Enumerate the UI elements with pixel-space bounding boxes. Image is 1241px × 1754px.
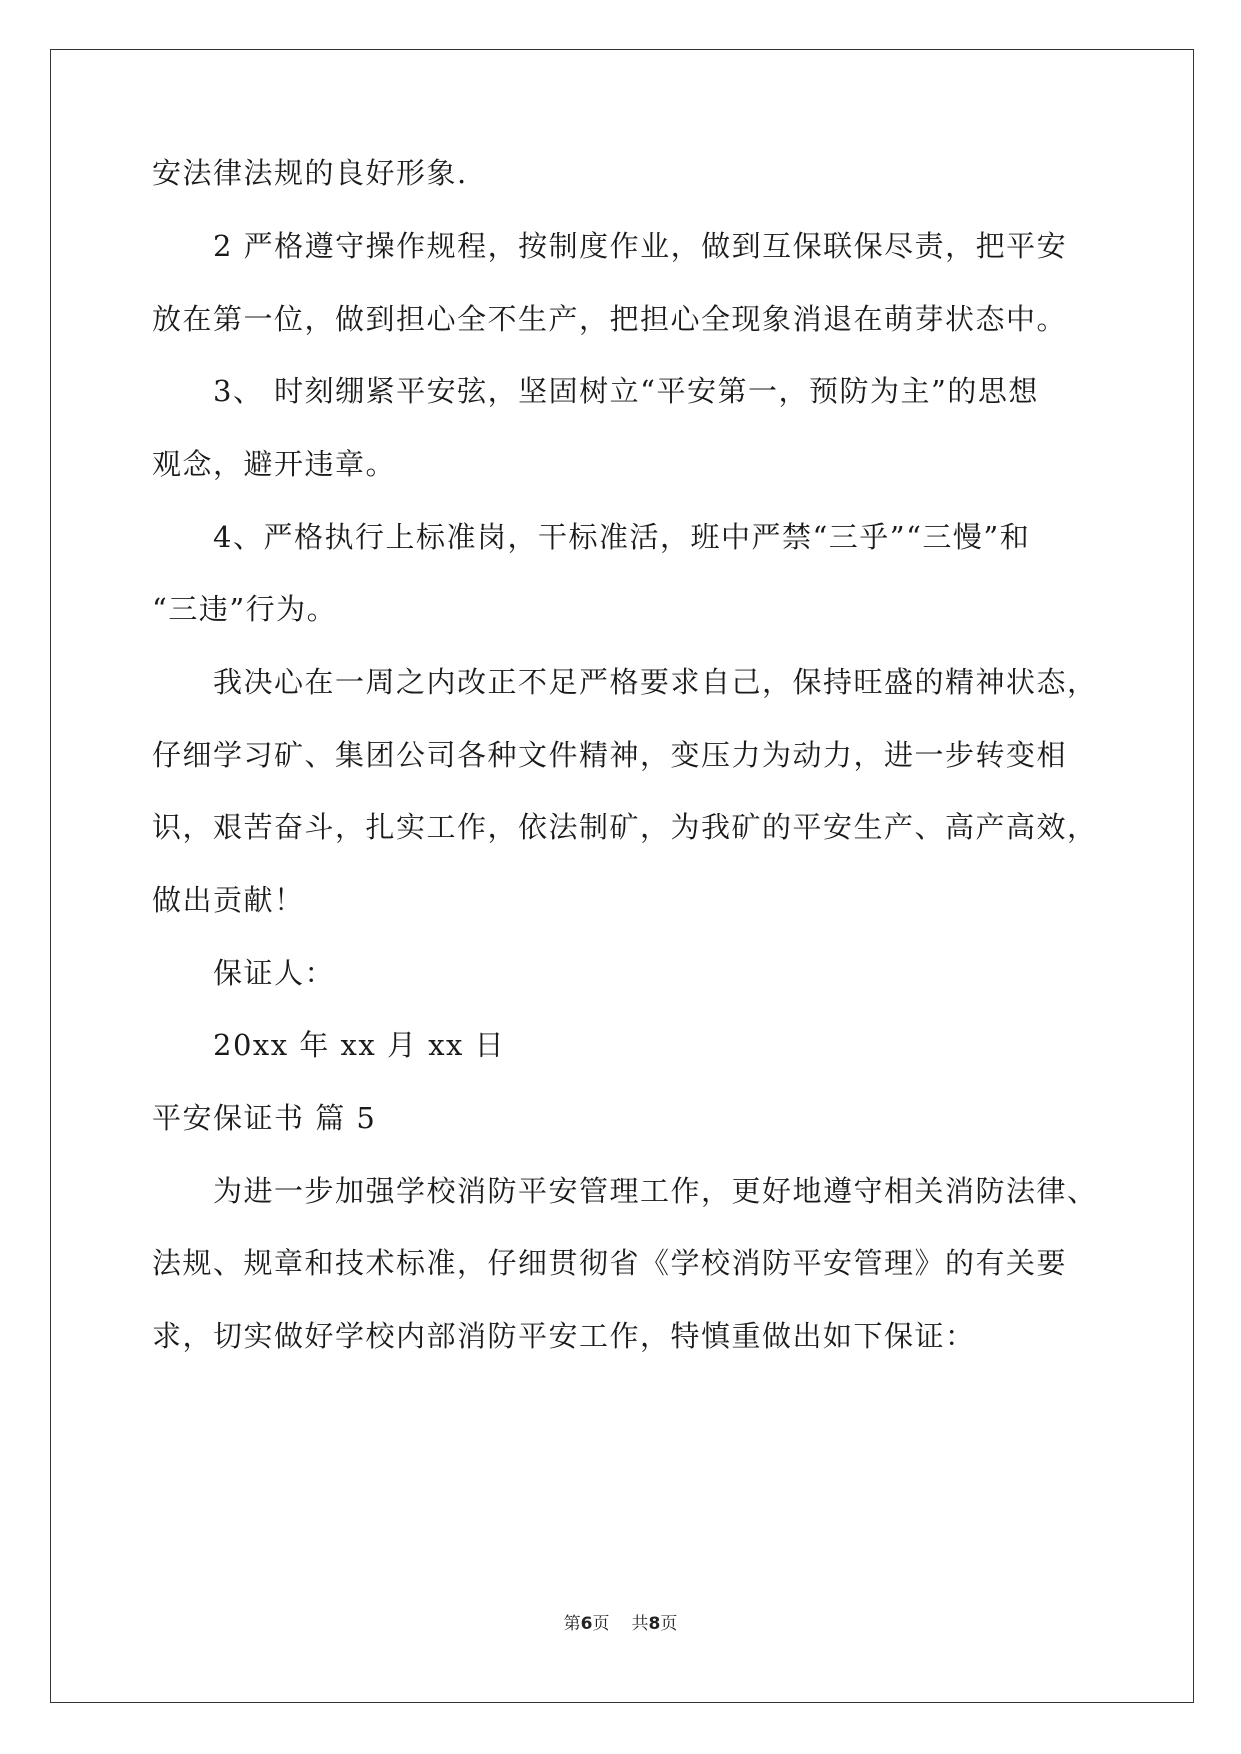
text-line: 3、 时刻绷紧平安弦，坚固树立“平安第一，预防为主”的思想 [213, 374, 1039, 408]
total-suffix: 页 [660, 1614, 678, 1634]
text-line: 放在第一位，做到担心全不生产，把担心全现象消退在萌芽状态中。 [152, 302, 1068, 336]
text-line: 做出贡献！ [152, 883, 305, 917]
text-line: 我决心在一周之内改正不足严格要求自己，保持旺盛的精神状态， [213, 665, 1098, 699]
text-line: 识，艰苦奋斗，扎实工作，依法制矿，为我矿的平安生产、高产高效， [152, 810, 1098, 844]
text-line: 观念，避开违章。 [152, 447, 397, 481]
total-prefix: 共 [631, 1614, 649, 1634]
text-line: “三违”行为。 [152, 592, 338, 626]
text-line: 4、严格执行上标准岗，干标准活，班中严禁“三乎”“三慢”和 [213, 520, 1031, 554]
text-line: 求，切实做好学校内部消防平安工作，特慎重做出如下保证： [152, 1319, 976, 1353]
text-line: 为进一步加强学校消防平安管理工作，更好地遵守相关消防法律、 [213, 1174, 1098, 1208]
text-line: 2 严格遵守操作规程，按制度作业，做到互保联保尽责，把平安 [213, 229, 1068, 263]
page-prefix: 第 [563, 1614, 581, 1634]
date-line: 20xx 年 xx 月 xx 日 [213, 1028, 506, 1062]
page-footer [0, 1612, 1241, 1636]
text-line: 法规、规章和技术标准，仔细贯彻省《学校消防平安管理》的有关要 [152, 1246, 1068, 1280]
text-line: 安法律法规的良好形象. [152, 156, 468, 190]
current-page-number: 6 [580, 1614, 593, 1634]
section-heading: 平安保证书 篇 5 [152, 1101, 377, 1135]
signer-label: 保证人： [213, 956, 336, 990]
page-border [50, 49, 1194, 1703]
total-page-number: 8 [648, 1614, 661, 1634]
page-suffix: 页 [592, 1614, 610, 1634]
text-line: 仔细学习矿、集团公司各种文件精神，变压力为动力，进一步转变相 [152, 738, 1068, 772]
